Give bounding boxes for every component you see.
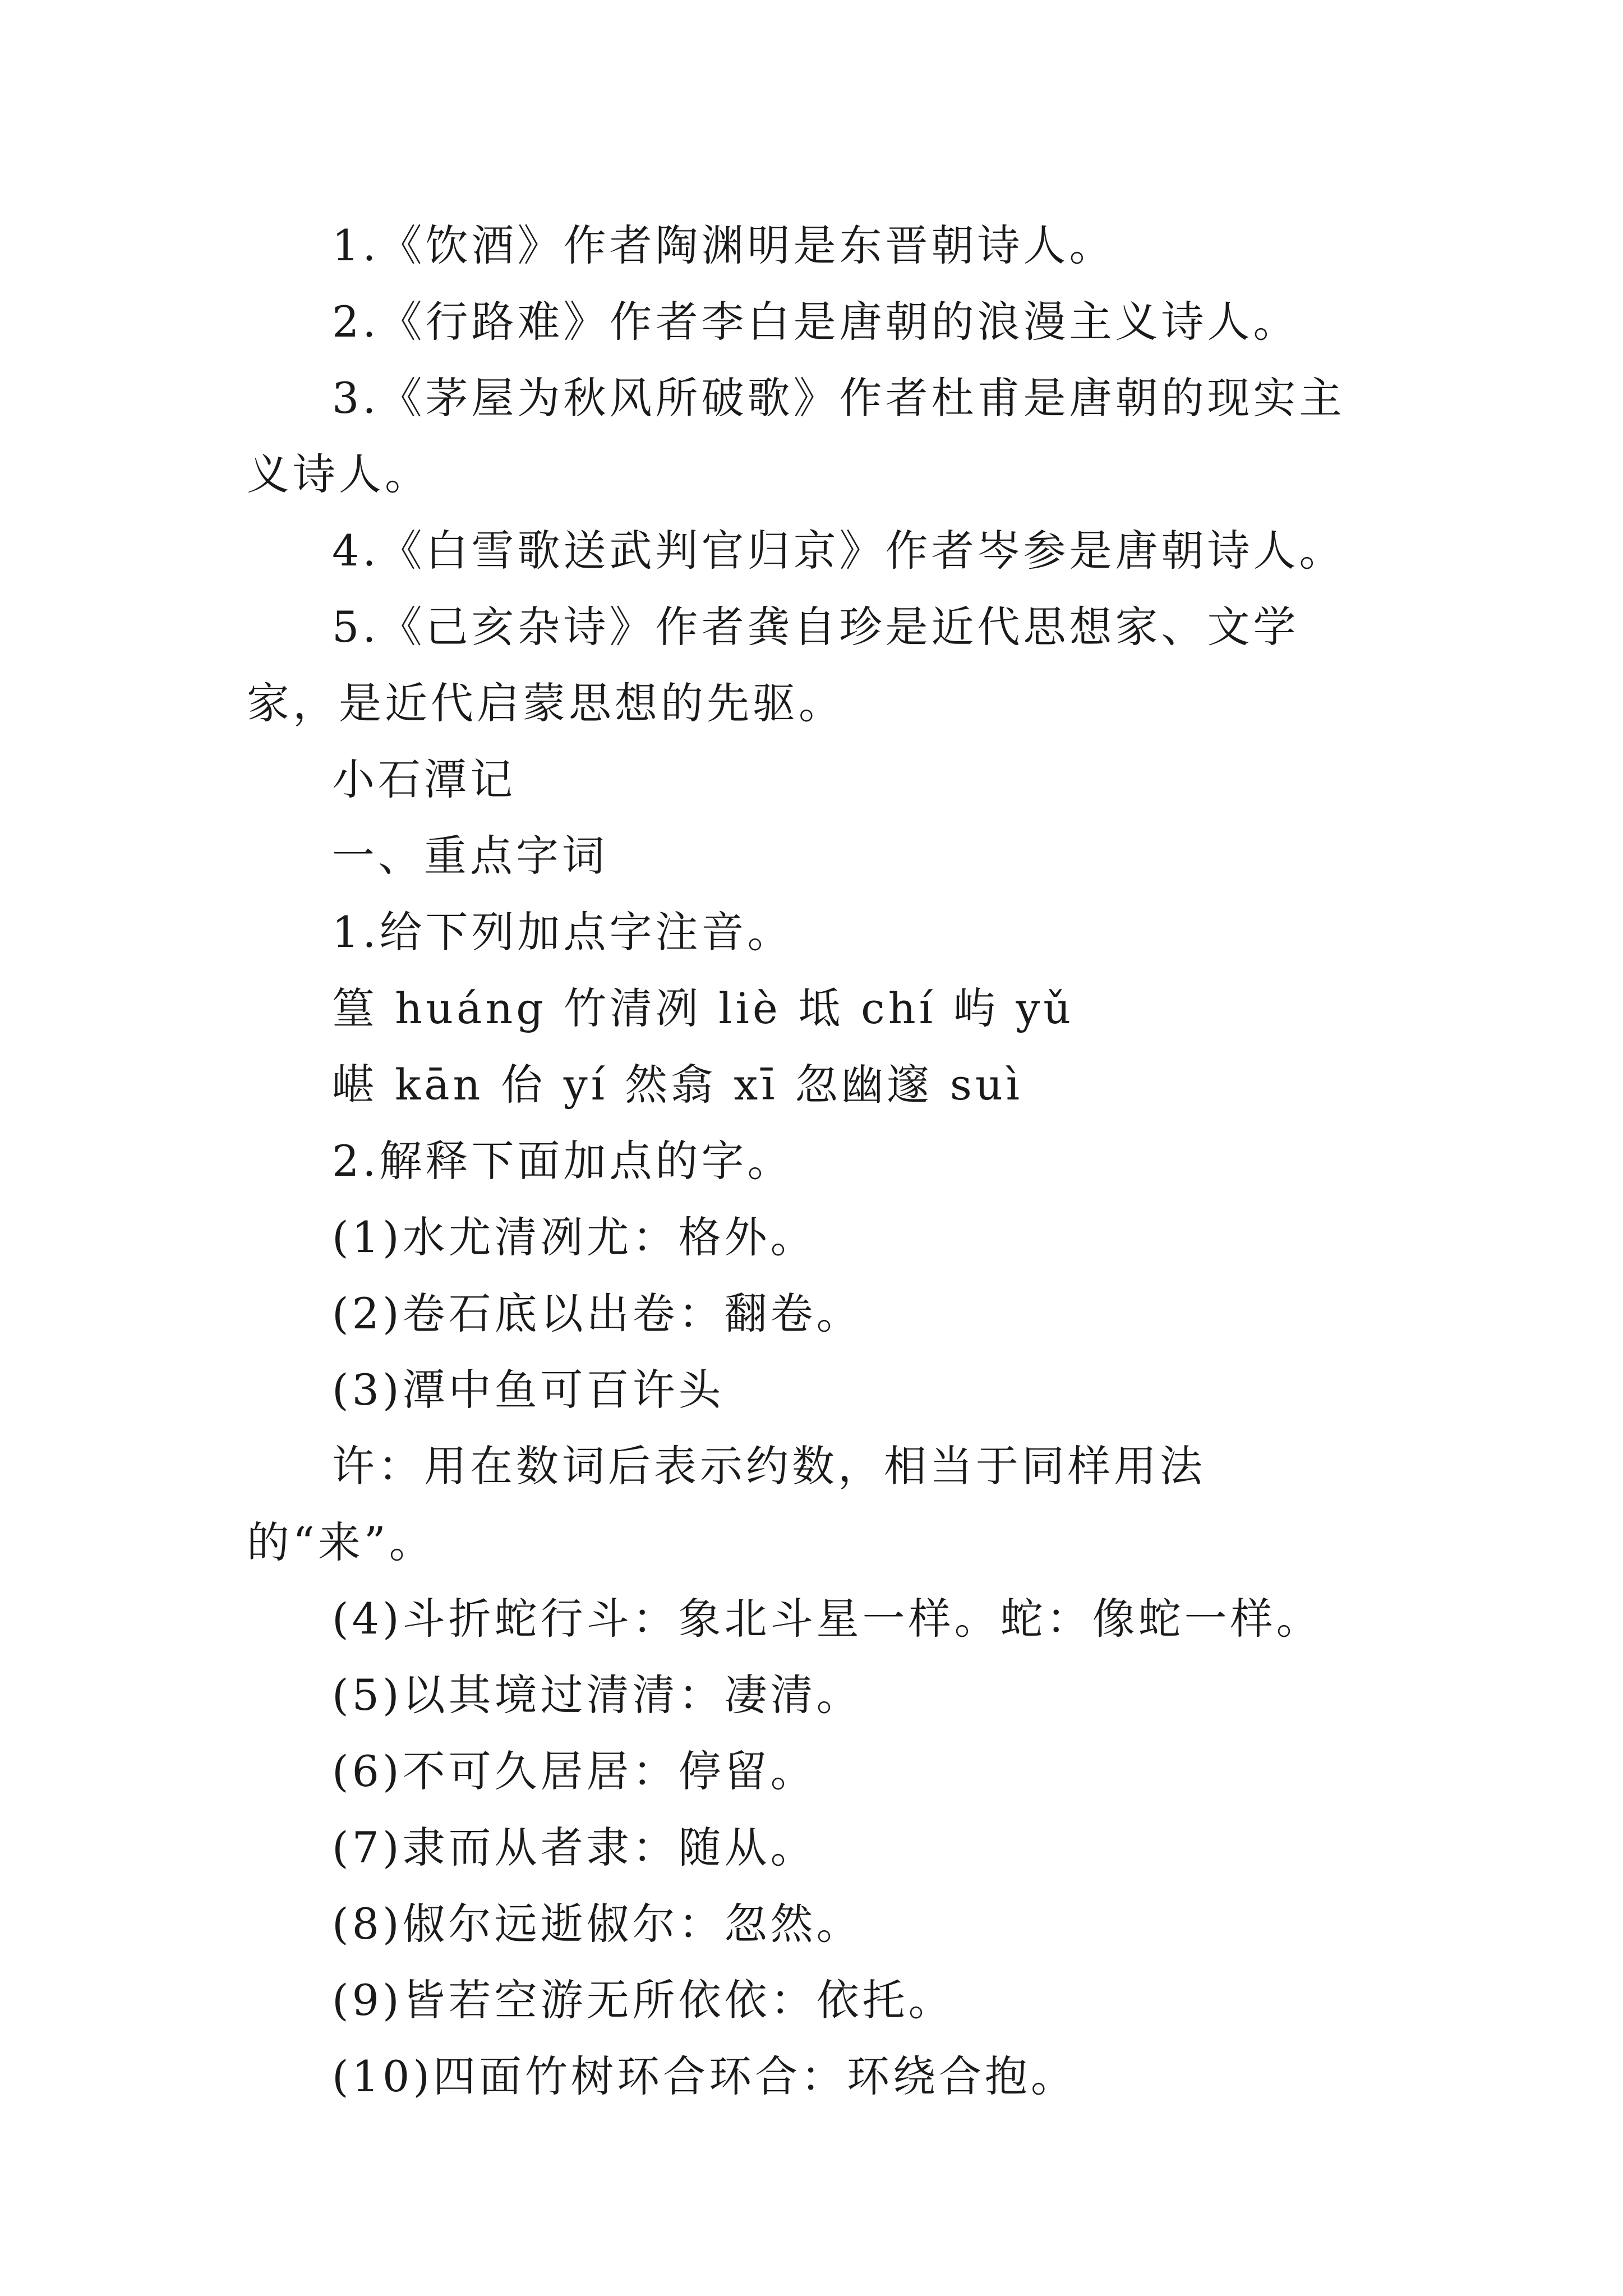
definition-item: (4)斗折蛇行斗：象北斗星一样。蛇：像蛇一样。 xyxy=(332,1594,1322,1644)
lesson-title: 小石潭记 xyxy=(332,754,516,804)
definition-item: (7)隶而从者隶：随从。 xyxy=(332,1823,817,1872)
author-note-2: 2.《行路难》作者李白是唐朝的浪漫主义诗人。 xyxy=(332,297,1299,347)
author-note-1: 1.《饮酒》作者陶渊明是东晋朝诗人。 xyxy=(332,220,1115,270)
section-heading: 一、重点字词 xyxy=(332,831,608,881)
author-note-5: 5.《己亥杂诗》作者龚自珍是近代思想家、文学家，是近代启蒙思想的先驱。 xyxy=(247,602,1299,728)
definition-item: (8)俶尔远逝俶尔：忽然。 xyxy=(332,1899,863,1949)
question-2-prompt: 2.解释下面加点的字。 xyxy=(332,1136,794,1186)
author-note-3: 3.《茅屋为秋风所破歌》作者杜甫是唐朝的现实主义诗人。 xyxy=(247,373,1345,499)
pinyin-line-2: 嵁 kān 佁 yí 然翕 xī 忽幽邃 suì xyxy=(332,1060,1023,1110)
pinyin-line-1: 篁 huáng 竹清冽 liè 坻 chí 屿 yǔ xyxy=(332,983,1075,1033)
definition-item: (9)皆若空游无所依依：依托。 xyxy=(332,1975,955,2025)
definition-item: (5)以其境过清清：凄清。 xyxy=(332,1670,863,1720)
definition-item: (2)卷石底以出卷：翻卷。 xyxy=(332,1289,863,1338)
definition-item: (6)不可久居居：停留。 xyxy=(332,1746,817,1796)
question-1-prompt: 1.给下列加点字注音。 xyxy=(332,907,794,957)
document-body xyxy=(247,208,1374,2115)
definition-item: (3)潭中鱼可百许头 xyxy=(332,1365,725,1415)
author-note-4: 4.《白雪歌送武判官归京》作者岑参是唐朝诗人。 xyxy=(332,526,1345,576)
definition-item: (10)四面竹树环合环合：环绕合抱。 xyxy=(332,2051,1077,2101)
definition-item: (1)水尤清冽尤：格外。 xyxy=(332,1212,817,1262)
definition-item: 许：用在数词后表示约数，相当于同样用法的“来”。 xyxy=(247,1441,1206,1567)
